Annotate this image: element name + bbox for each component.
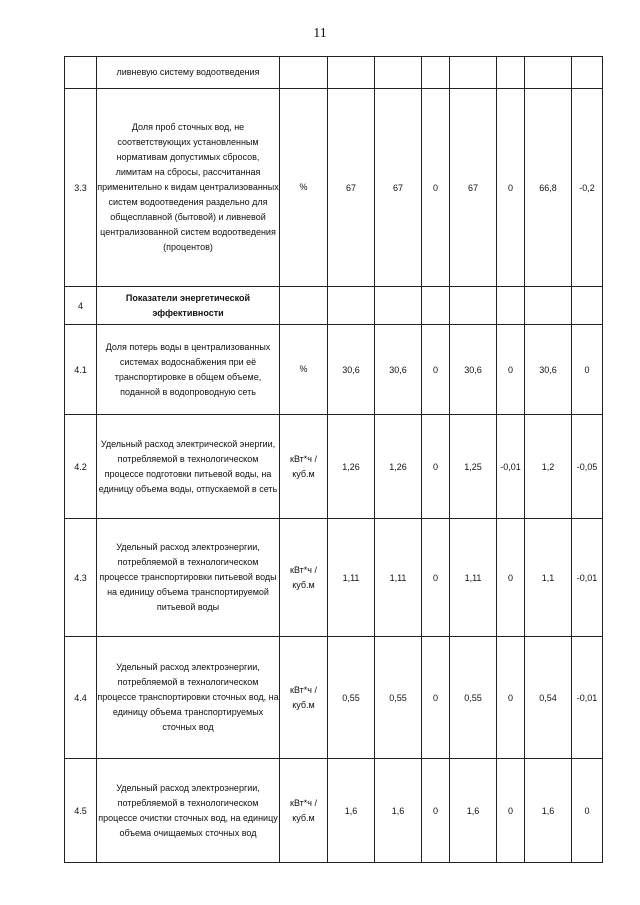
table-row: [65, 415, 603, 519]
value-cell-v5: [497, 287, 525, 325]
value-cell-v7: 0: [572, 325, 603, 415]
row-number-cell: 4.4: [65, 637, 97, 759]
value-cell-v3: 0: [422, 519, 450, 637]
value-cell-v6: 0,54: [525, 637, 572, 759]
indicator-name-cell: ливневую систему водоотведения: [97, 57, 280, 89]
indicator-name-cell: Удельный расход электрической энергии, потребляемой в технологическом процессе подготовки питьевой воды, на единицу объема воды, отпускаемой в сеть: [97, 415, 280, 519]
unit-cell: кВт*ч / куб.м: [280, 415, 328, 519]
value-cell-v6: 66,8: [525, 89, 572, 287]
indicator-name-cell: Удельный расход электроэнергии, потребляемой в технологическом процессе очистки сточных вод, на единицу объема очищаемых сточных вод: [97, 759, 280, 863]
row-number-cell: 4.1: [65, 325, 97, 415]
value-cell-v3: 0: [422, 415, 450, 519]
value-cell-v7: -0,05: [572, 415, 603, 519]
value-cell-v5: [497, 57, 525, 89]
value-cell-v7: [572, 287, 603, 325]
table-row: [65, 759, 603, 863]
value-cell-v3: 0: [422, 325, 450, 415]
value-cell-v6: [525, 57, 572, 89]
table-row: [65, 89, 603, 287]
table-row: [65, 325, 603, 415]
unit-cell: кВт*ч / куб.м: [280, 759, 328, 863]
value-cell-v2: 0,55: [375, 637, 422, 759]
unit-cell: %: [280, 325, 328, 415]
unit-cell: кВт*ч / куб.м: [280, 637, 328, 759]
value-cell-v6: 30,6: [525, 325, 572, 415]
indicator-name-cell: Доля потерь воды в централизованных системах водоснабжения при её транспортировке в общем объеме, поданной в водопроводную сеть: [97, 325, 280, 415]
indicator-name-cell: Удельный расход электроэнергии, потребляемой в технологическом процессе транспортировки питьевой воды на единицу объема транспортируемой питьевой воды: [97, 519, 280, 637]
value-cell-v7: -0,2: [572, 89, 603, 287]
indicator-name-cell: Показатели энергетической эффективности: [97, 287, 280, 325]
row-number-cell: 4.5: [65, 759, 97, 863]
value-cell-v5: 0: [497, 519, 525, 637]
value-cell-v3: 0: [422, 89, 450, 287]
row-number-cell: [65, 57, 97, 89]
row-number-cell: 4.2: [65, 415, 97, 519]
value-cell-v4: 1,11: [450, 519, 497, 637]
indicator-name-cell: Удельный расход электроэнергии, потребляемой в технологическом процессе транспортировки сточных вод, на единицу объема транспортируемых сточных вод: [97, 637, 280, 759]
value-cell-v3: [422, 57, 450, 89]
value-cell-v2: [375, 57, 422, 89]
value-cell-v1: 1,26: [328, 415, 375, 519]
unit-cell: кВт*ч / куб.м: [280, 519, 328, 637]
unit-cell: [280, 57, 328, 89]
value-cell-v2: 30,6: [375, 325, 422, 415]
value-cell-v4: 30,6: [450, 325, 497, 415]
value-cell-v7: -0,01: [572, 637, 603, 759]
value-cell-v1: 1,11: [328, 519, 375, 637]
value-cell-v4: [450, 57, 497, 89]
value-cell-v7: 0: [572, 759, 603, 863]
value-cell-v5: 0: [497, 89, 525, 287]
value-cell-v1: [328, 57, 375, 89]
value-cell-v5: -0,01: [497, 415, 525, 519]
row-number-cell: 4.3: [65, 519, 97, 637]
value-cell-v5: 0: [497, 637, 525, 759]
value-cell-v1: 1,6: [328, 759, 375, 863]
unit-cell: %: [280, 89, 328, 287]
value-cell-v3: [422, 287, 450, 325]
row-number-cell: 4: [65, 287, 97, 325]
value-cell-v2: [375, 287, 422, 325]
value-cell-v6: 1,1: [525, 519, 572, 637]
value-cell-v4: 1,6: [450, 759, 497, 863]
value-cell-v6: [525, 287, 572, 325]
value-cell-v4: [450, 287, 497, 325]
value-cell-v2: 1,11: [375, 519, 422, 637]
value-cell-v1: 0,55: [328, 637, 375, 759]
value-cell-v2: 1,6: [375, 759, 422, 863]
indicators-table: [64, 56, 603, 863]
unit-cell: [280, 287, 328, 325]
table-row: [65, 57, 603, 89]
indicator-name-cell: Доля проб сточных вод, не соответствующих установленным нормативам допустимых сбросов, лимитам на сбросы, рассчитанная применительно к видам централизованных систем водоотведения раздельно для общесплавной (бытовой) и ливневой централизованной систем водоотведения (процентов): [97, 89, 280, 287]
value-cell-v3: 0: [422, 759, 450, 863]
value-cell-v5: 0: [497, 759, 525, 863]
value-cell-v4: 1,25: [450, 415, 497, 519]
value-cell-v5: 0: [497, 325, 525, 415]
table-row: [65, 519, 603, 637]
value-cell-v2: 1,26: [375, 415, 422, 519]
value-cell-v1: [328, 287, 375, 325]
value-cell-v4: 0,55: [450, 637, 497, 759]
value-cell-v6: 1,6: [525, 759, 572, 863]
page-number: 11: [313, 26, 327, 41]
row-number-cell: 3.3: [65, 89, 97, 287]
value-cell-v1: 30,6: [328, 325, 375, 415]
value-cell-v4: 67: [450, 89, 497, 287]
value-cell-v2: 67: [375, 89, 422, 287]
table-row: [65, 287, 603, 325]
value-cell-v6: 1,2: [525, 415, 572, 519]
value-cell-v7: -0,01: [572, 519, 603, 637]
value-cell-v3: 0: [422, 637, 450, 759]
table-row: [65, 637, 603, 759]
value-cell-v1: 67: [328, 89, 375, 287]
value-cell-v7: [572, 57, 603, 89]
